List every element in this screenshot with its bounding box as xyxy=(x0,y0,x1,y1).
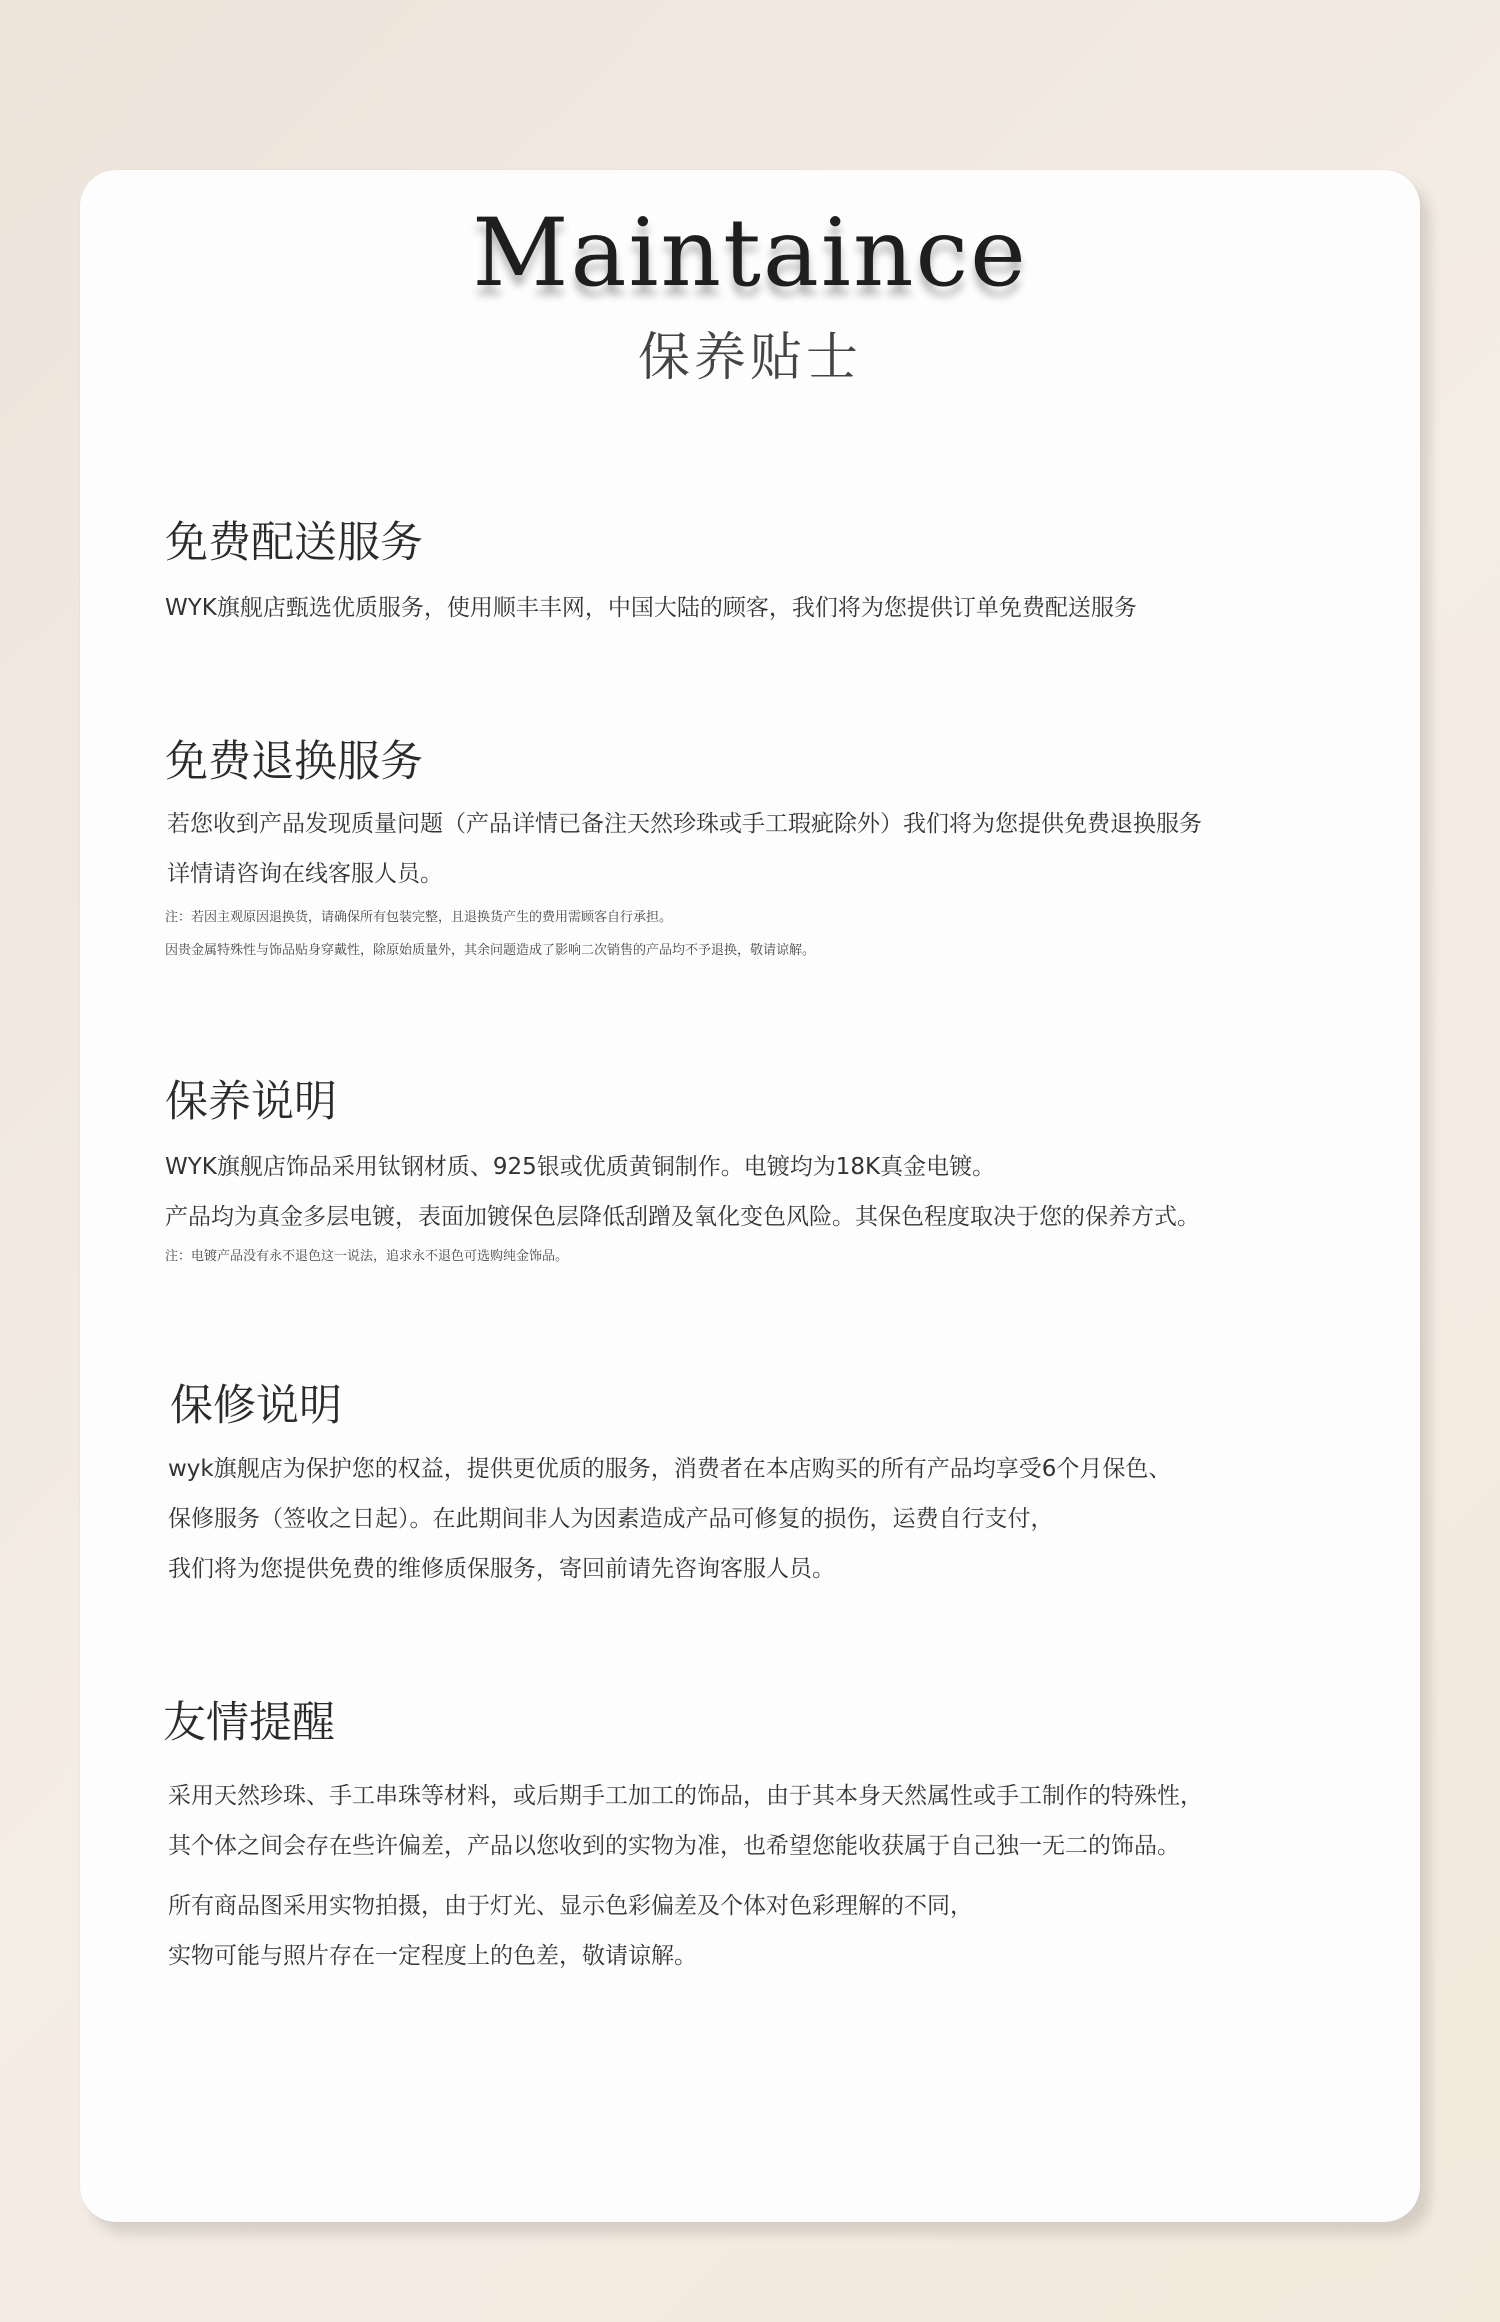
page-subtitle: 保养贴士 xyxy=(637,328,862,388)
section-note: 因贵金属特殊性与饰品贴身穿戴性，除原始质量外，其余问题造成了影响二次销售的产品均不予退换，敬请谅解。 xyxy=(165,943,816,958)
section-text-line: 实物可能与照片存在一定程度上的色差，敬请谅解。 xyxy=(168,1943,697,1969)
section-text-line: 其个体之间会存在些许偏差，产品以您收到的实物为准，也希望您能收获属于自己独一无二的饰品。 xyxy=(168,1833,1180,1859)
section-note: 注：电镀产品没有永不退色这一说法，追求永不退色可选购纯金饰品。 xyxy=(165,1249,569,1264)
section-heading-friendly-reminder: 友情提醒 xyxy=(163,1698,335,1748)
section-text-line: 若您收到产品发现质量问题（产品详情已备注天然珍珠或手工瑕疵除外）我们将为您提供免费退换服务 xyxy=(167,811,1202,837)
page-title: Maintaince xyxy=(472,199,1028,308)
section-heading-free-delivery: 免费配送服务 xyxy=(165,518,423,568)
section-text-line: 我们将为您提供免费的维修质保服务，寄回前请先咨询客服人员。 xyxy=(168,1556,835,1582)
section-heading-warranty: 保修说明 xyxy=(170,1381,342,1431)
section-text-line: WYK旗舰店甄选优质服务，使用顺丰丰网，中国大陆的顾客，我们将为您提供订单免费配送服务 xyxy=(165,595,1137,621)
section-text-line: 详情请咨询在线客服人员。 xyxy=(167,861,443,887)
section-text-line: 保修服务（签收之日起）。在此期间非人为因素造成产品可修复的损伤，运费自行支付， xyxy=(168,1506,1054,1532)
section-text-line: 所有商品图采用实物拍摄，由于灯光、显示色彩偏差及个体对色彩理解的不同， xyxy=(168,1893,973,1919)
section-text-line: wyk旗舰店为保护您的权益，提供更优质的服务，消费者在本店购买的所有产品均享受6个月保色、 xyxy=(168,1456,1172,1482)
section-text-line: WYK旗舰店饰品采用钛钢材质、925银或优质黄铜制作。电镀均为18K真金电镀。 xyxy=(165,1154,996,1180)
maintenance-card xyxy=(80,170,1420,2222)
section-note: 注：若因主观原因退换货，请确保所有包装完整，且退换货产生的费用需顾客自行承担。 xyxy=(165,910,673,925)
section-text-line: 采用天然珍珠、手工串珠等材料，或后期手工加工的饰品，由于其本身天然属性或手工制作的特殊性， xyxy=(168,1783,1203,1809)
section-heading-free-returns: 免费退换服务 xyxy=(165,737,423,787)
section-heading-care-instructions: 保养说明 xyxy=(165,1077,337,1127)
section-text-line: 产品均为真金多层电镀，表面加镀保色层降低刮蹭及氧化变色风险。其保色程度取决于您的保养方式。 xyxy=(165,1204,1200,1230)
